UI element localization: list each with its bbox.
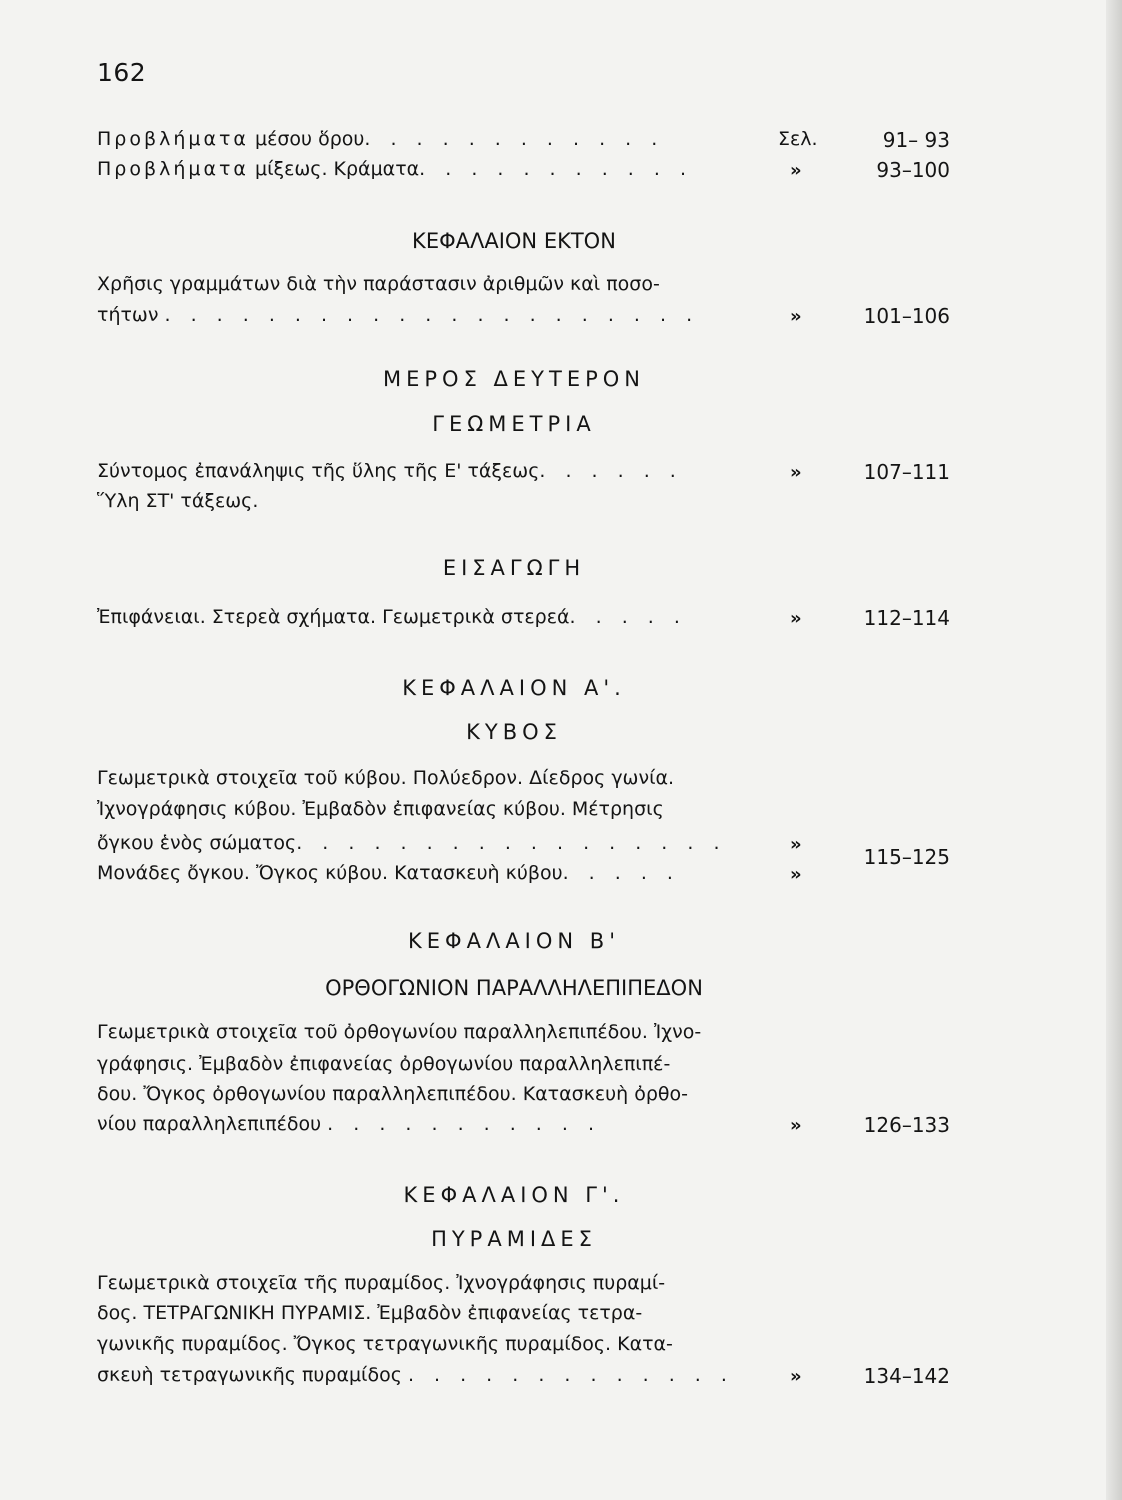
page-range: 115–125 bbox=[863, 845, 950, 869]
chapter-heading: ΚΕΦΑΛΑΙΟΝ ΕΚΤΟΝ bbox=[412, 229, 616, 253]
toc-entry-line bbox=[97, 1113, 601, 1135]
page-abbrev-label: Σελ. bbox=[778, 128, 818, 150]
section-heading: ΓΕΩΜΕΤΡΙΑ bbox=[432, 412, 596, 436]
leader-dots: . . . . . . bbox=[539, 460, 683, 482]
entry-title: μέσου ὅρου bbox=[248, 128, 365, 150]
entry-title: νίου παραλληλεπιπέδου bbox=[97, 1113, 322, 1135]
entry-title: σκευὴ τετραγωνικῆς πυραμίδος bbox=[97, 1364, 402, 1386]
toc-entry-line: δος. ΤΕΤΡΑΓΩΝΙΚΗ ΠΥΡΑΜΙΣ. Ἐμβαδὸν ἐπιφανείας τετρα- bbox=[97, 1302, 643, 1324]
page-range: 93–100 bbox=[876, 158, 950, 182]
leader-dots: . . . . . . . . . . . . bbox=[364, 128, 665, 150]
ditto-mark: » bbox=[790, 160, 802, 181]
toc-entry-line bbox=[97, 606, 687, 628]
ditto-mark: » bbox=[790, 462, 802, 483]
leader-dots: . . . . . bbox=[569, 606, 687, 628]
toc-entry-line: Ὕλη ΣΤ' τάξεως. bbox=[97, 490, 259, 512]
leader-dots: . . . . . . . . . . . bbox=[327, 1113, 602, 1135]
page-range: 126–133 bbox=[863, 1113, 950, 1137]
section-heading: ΚΥΒΟΣ bbox=[466, 720, 562, 744]
toc-entry-line: Χρῆσις γραμμάτων διὰ τὴν παράστασιν ἀριθμῶν καὶ ποσο- bbox=[97, 273, 660, 295]
toc-entry-line: γράφησις. Ἐμβαδὸν ἐπιφανείας ὀρθογωνίου παραλληλεπιπέ- bbox=[97, 1053, 671, 1075]
entry-title: μίξεως. Κράματα bbox=[248, 158, 420, 180]
toc-entry-line: Ἰχνογράφησις κύβου. Ἐμβαδὸν ἐπιφανείας κύβου. Μέτρησις bbox=[97, 798, 664, 820]
toc-entry-line: Γεωμετρικὰ στοιχεῖα τῆς πυραμίδος. Ἰχνογράφησις πυραμί- bbox=[97, 1272, 666, 1294]
leader-dots: . . . . . . . . . . . . . bbox=[407, 1364, 734, 1386]
leader-dots: . . . . . bbox=[562, 862, 680, 884]
page-edge-shadow bbox=[1106, 0, 1122, 1500]
part-heading: ΜΕΡΟΣ ΔΕΥΤΕΡΟΝ bbox=[383, 367, 645, 391]
ditto-mark: » bbox=[790, 834, 802, 855]
ditto-mark: » bbox=[790, 608, 802, 629]
entry-title: τήτων bbox=[97, 304, 159, 326]
entry-title-spaced: Προβλήματα bbox=[97, 128, 249, 150]
leader-dots: . . . . . . . . . . . bbox=[419, 158, 693, 180]
toc-entry-line bbox=[97, 832, 727, 854]
toc-entry-line: Γεωμετρικὰ στοιχεῖα τοῦ ὀρθογωνίου παραλληλεπιπέδου. Ἰχνο- bbox=[97, 1021, 702, 1043]
toc-entry-mesou-orou bbox=[97, 128, 664, 150]
chapter-heading: ΚΕΦΑΛΑΙΟΝ Β' bbox=[408, 929, 620, 953]
page-number: 162 bbox=[97, 58, 147, 87]
entry-title: Μονάδες ὄγκου. Ὄγκος κύβου. Κατασκευὴ κύβου bbox=[97, 862, 563, 884]
ditto-mark: » bbox=[790, 1366, 802, 1387]
ditto-mark: » bbox=[790, 1115, 802, 1136]
entry-title: Ἐπιφάνειαι. Στερεὰ σχήματα. Γεωμετρικὰ στερεά bbox=[97, 606, 570, 628]
toc-entry-line bbox=[97, 862, 680, 884]
toc-entry-line bbox=[97, 304, 699, 326]
ditto-mark: » bbox=[790, 306, 802, 327]
toc-entry-line bbox=[97, 1364, 734, 1386]
toc-entry-line bbox=[97, 460, 683, 482]
toc-entry-line: γωνικῆς πυραμίδος. Ὄγκος τετραγωνικῆς πυραμίδος. Κατα- bbox=[97, 1333, 673, 1355]
page-range: 134–142 bbox=[863, 1364, 950, 1388]
page-range: 101–106 bbox=[863, 304, 950, 328]
leader-dots: . . . . . . . . . . . . . . . . . bbox=[296, 832, 727, 854]
entry-title: ὄγκου ἑνὸς σώματος bbox=[97, 832, 297, 854]
entry-title: Σύντομος ἐπανάληψις τῆς ὕλης τῆς Ε' τάξεως bbox=[97, 460, 540, 482]
section-heading: ΟΡΘΟΓΩΝΙΟΝ ΠΑΡΑΛΛΗΛΕΠΙΠΕΔΟΝ bbox=[325, 976, 703, 1000]
section-heading: ΠΥΡΑΜΙΔΕΣ bbox=[431, 1227, 597, 1251]
leader-dots: . . . . . . . . . . . . . . . . . . . . . bbox=[164, 304, 700, 326]
page-range: 91– 93 bbox=[882, 128, 950, 152]
page-range: 112–114 bbox=[863, 606, 950, 630]
entry-title-spaced: Προβλήματα bbox=[97, 158, 249, 180]
toc-entry-line: Γεωμετρικὰ στοιχεῖα τοῦ κύβου. Πολύεδρον. Δίεδρος γωνία. bbox=[97, 767, 675, 789]
chapter-heading: ΚΕΦΑΛΑΙΟΝ Α'. bbox=[402, 676, 626, 700]
chapter-heading: ΚΕΦΑΛΑΙΟΝ Γ'. bbox=[403, 1183, 625, 1207]
ditto-mark: » bbox=[790, 864, 802, 885]
toc-entry-mixeos bbox=[97, 158, 693, 180]
toc-entry-line: δου. Ὄγκος ὀρθογωνίου παραλληλεπιπέδου. Κατασκευὴ ὀρθο- bbox=[97, 1083, 689, 1105]
page-range: 107–111 bbox=[863, 460, 950, 484]
section-heading: ΕΙΣΑΓΩΓΗ bbox=[442, 556, 586, 580]
